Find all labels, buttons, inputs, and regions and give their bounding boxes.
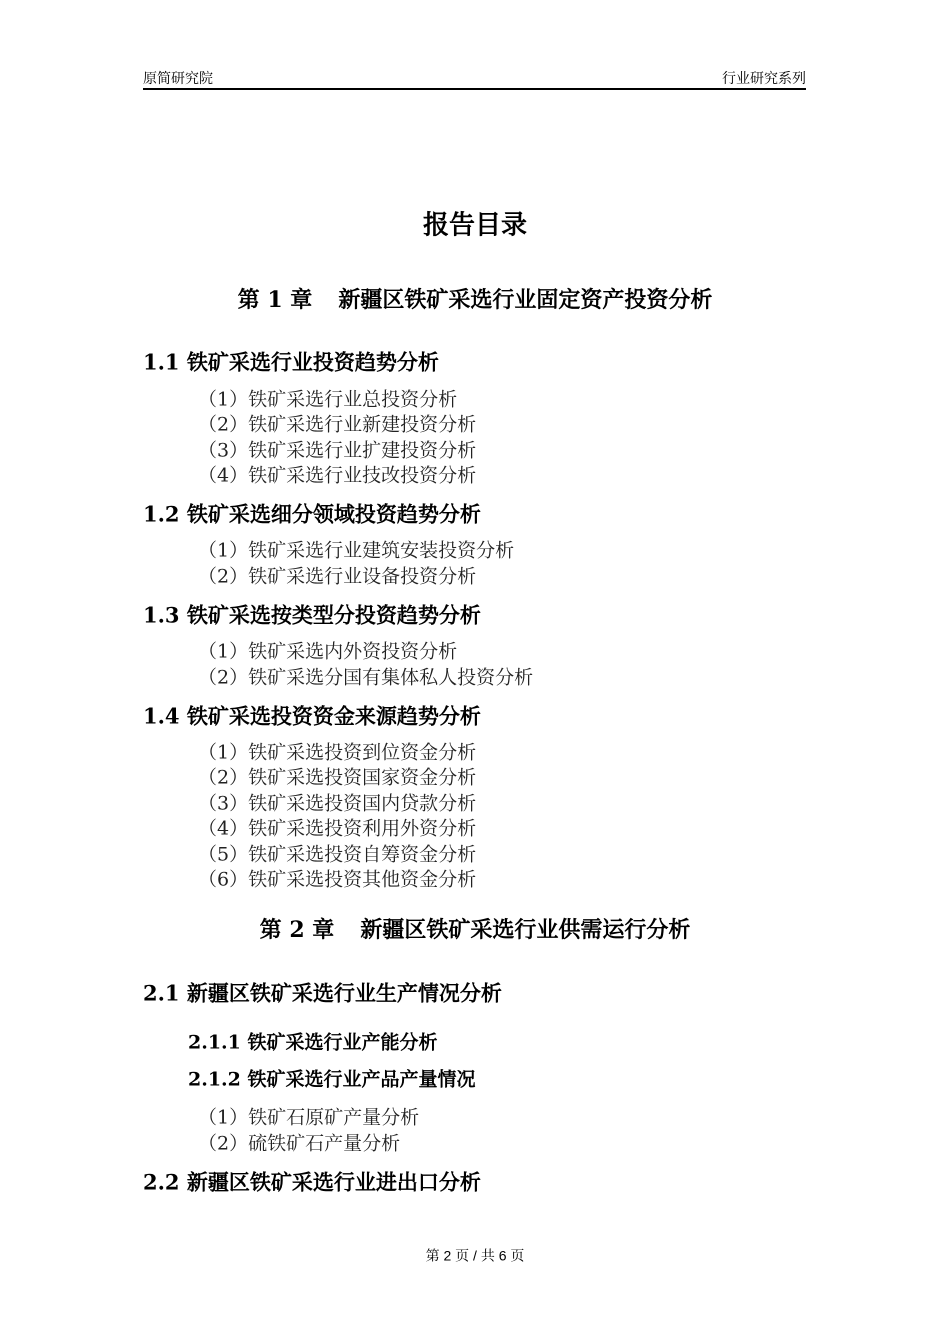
subsection-heading: 2.1.1 铁矿采选行业产能分析 — [188, 1031, 438, 1054]
page-number: 第 2 页 / 共 6 页 — [425, 1247, 525, 1264]
header-org: 原简研究院 — [143, 70, 213, 86]
section-heading: 1.4 铁矿采选投资资金来源趋势分析 — [143, 703, 481, 729]
toc-item: （2）铁矿采选行业设备投资分析 — [198, 565, 477, 588]
section-heading: 1.1 铁矿采选行业投资趋势分析 — [143, 349, 439, 375]
toc-item: （3）铁矿采选行业扩建投资分析 — [198, 439, 477, 462]
toc-item: （3）铁矿采选投资国内贷款分析 — [198, 792, 477, 815]
toc-item: （6）铁矿采选投资其他资金分析 — [198, 868, 477, 891]
toc-item: （2）硫铁矿石产量分析 — [198, 1132, 401, 1155]
chapter-1-heading — [0, 287, 950, 313]
toc-item: （2）铁矿采选分国有集体私人投资分析 — [198, 666, 534, 689]
toc-item: （1）铁矿石原矿产量分析 — [198, 1106, 420, 1129]
chapter-number: 第 2 章 — [259, 916, 335, 943]
toc-item: （2）铁矿采选投资国家资金分析 — [198, 766, 477, 789]
header-series: 行业研究系列 — [722, 70, 806, 86]
toc-item: （1）铁矿采选行业总投资分析 — [198, 388, 458, 411]
chapter-2-heading — [0, 917, 950, 943]
subsection-heading: 2.1.2 铁矿采选行业产品产量情况 — [188, 1068, 476, 1091]
chapter-title: 新疆区铁矿采选行业供需运行分析 — [360, 916, 691, 943]
section-heading: 1.3 铁矿采选按类型分投资趋势分析 — [143, 602, 481, 628]
section-heading: 2.2 新疆区铁矿采选行业进出口分析 — [143, 1169, 481, 1195]
page-title: 报告目录 — [422, 210, 527, 241]
toc-item: （1）铁矿采选投资到位资金分析 — [198, 741, 477, 764]
section-heading: 1.2 铁矿采选细分领域投资趋势分析 — [143, 501, 481, 527]
chapter-number: 第 1 章 — [237, 286, 313, 313]
toc-item: （5）铁矿采选投资自筹资金分析 — [198, 843, 477, 866]
toc-item: （1）铁矿采选内外资投资分析 — [198, 640, 458, 663]
header-divider — [143, 88, 806, 90]
chapter-title: 新疆区铁矿采选行业固定资产投资分析 — [338, 286, 713, 313]
toc-item: （4）铁矿采选行业技改投资分析 — [198, 464, 477, 487]
toc-item: （1）铁矿采选行业建筑安装投资分析 — [198, 539, 515, 562]
section-heading: 2.1 新疆区铁矿采选行业生产情况分析 — [143, 980, 502, 1006]
toc-item: （2）铁矿采选行业新建投资分析 — [198, 413, 477, 436]
toc-item: （4）铁矿采选投资利用外资分析 — [198, 817, 477, 840]
